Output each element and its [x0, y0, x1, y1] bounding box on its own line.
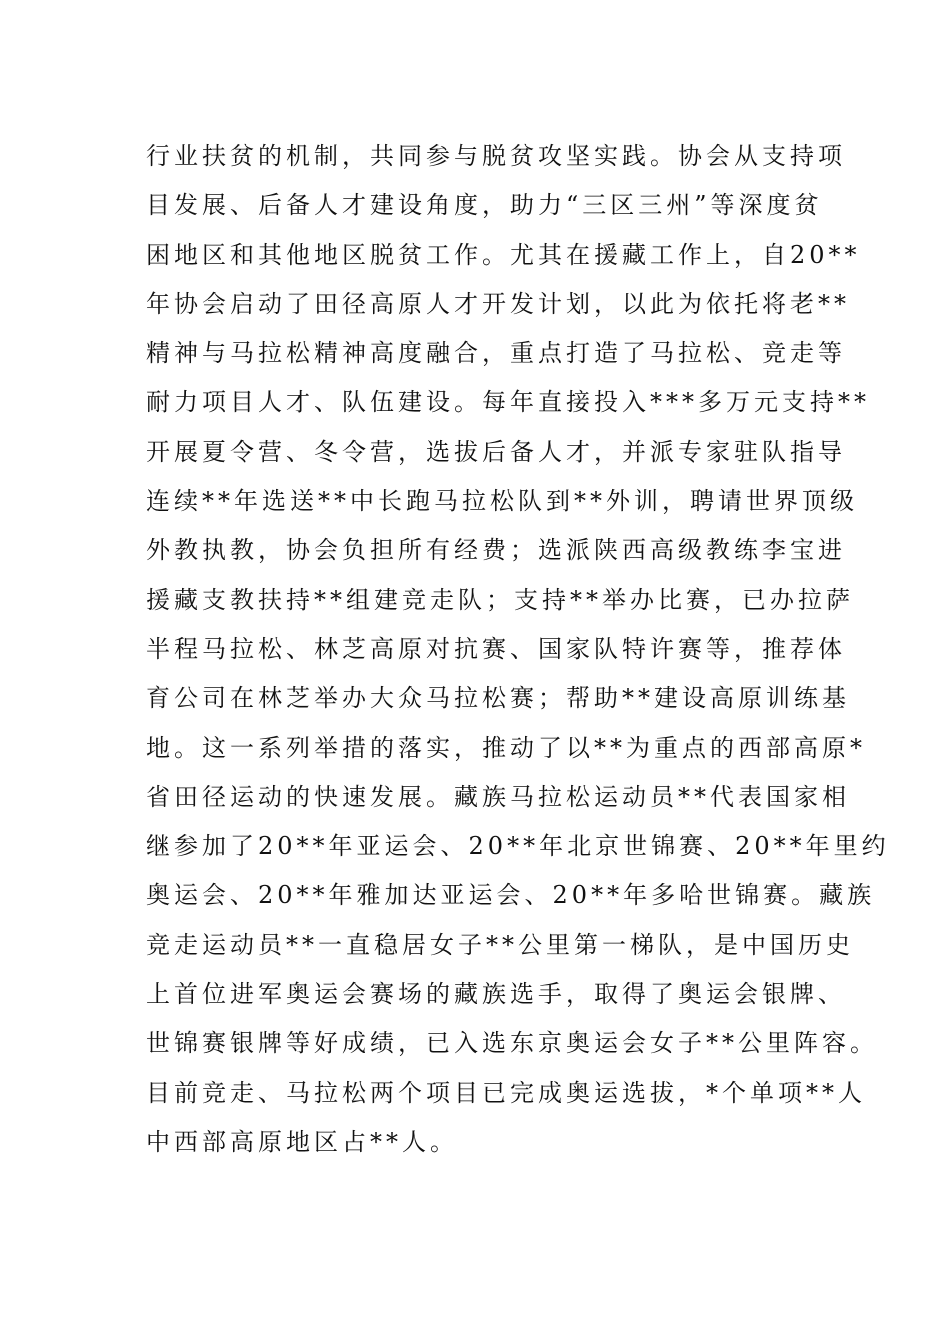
text-line-11: 半程马拉松、林芝高原对抗赛、国家队特许赛等，推荐体 [146, 634, 846, 663]
text-line-1: 行业扶贫的机制，共同参与脱贫攻坚实践。协会从支持项 [146, 142, 846, 170]
text-line-6: 耐力项目人才、队伍建设。每年直接投入***多万元支持** [146, 388, 870, 417]
text-line-15: 继参加了20**年亚运会、20**年北京世锦赛、20**年里约 [146, 832, 890, 861]
text-line-10: 援藏支教扶持**组建竞走队；支持**举办比赛，已办拉萨 [146, 585, 854, 614]
text-line-5: 精神与马拉松精神高度融合，重点打造了马拉松、竞走等 [146, 339, 846, 368]
text-line-7: 开展夏令营、冬令营，选拔后备人才，并派专家驻队指导 [146, 437, 846, 466]
text-line-3: 困地区和其他地区脱贫工作。尤其在援藏工作上，自20** [146, 240, 861, 269]
text-line-8: 连续**年选送**中长跑马拉松队到**外训，聘请世界顶级 [146, 487, 858, 516]
text-line-20: 目前竞走、马拉松两个项目已完成奥运选拔，*个单项**人 [146, 1078, 866, 1107]
text-line-13: 地。这一系列举措的落实，推动了以**为重点的西部高原* [146, 733, 866, 762]
text-line-19: 世锦赛银牌等好成绩，已入选东京奥运会女子**公里阵容。 [146, 1029, 878, 1058]
text-line-2: 目发展、后备人才建设角度，助力“三区三州”等深度贫 [146, 191, 823, 220]
text-line-21: 中西部高原地区占**人。 [146, 1127, 458, 1156]
body-paragraph [146, 132, 890, 1167]
text-line-9: 外教执教，协会负担所有经费；选派陕西高级教练李宝进 [146, 536, 846, 565]
text-line-4: 年协会启动了田径高原人才开发计划，以此为依托将老** [146, 289, 850, 318]
text-line-16: 奥运会、20**年雅加达亚运会、20**年多哈世锦赛。藏族 [146, 881, 876, 910]
text-line-18: 上首位进军奥运会赛场的藏族选手，取得了奥运会银牌、 [146, 980, 846, 1009]
text-line-17: 竞走运动员**一直稳居女子**公里第一梯队，是中国历史 [146, 930, 854, 959]
text-line-12: 育公司在林芝举办大众马拉松赛；帮助**建设高原训练基 [146, 684, 850, 713]
text-line-14: 省田径运动的快速发展。藏族马拉松运动员**代表国家相 [146, 782, 850, 811]
